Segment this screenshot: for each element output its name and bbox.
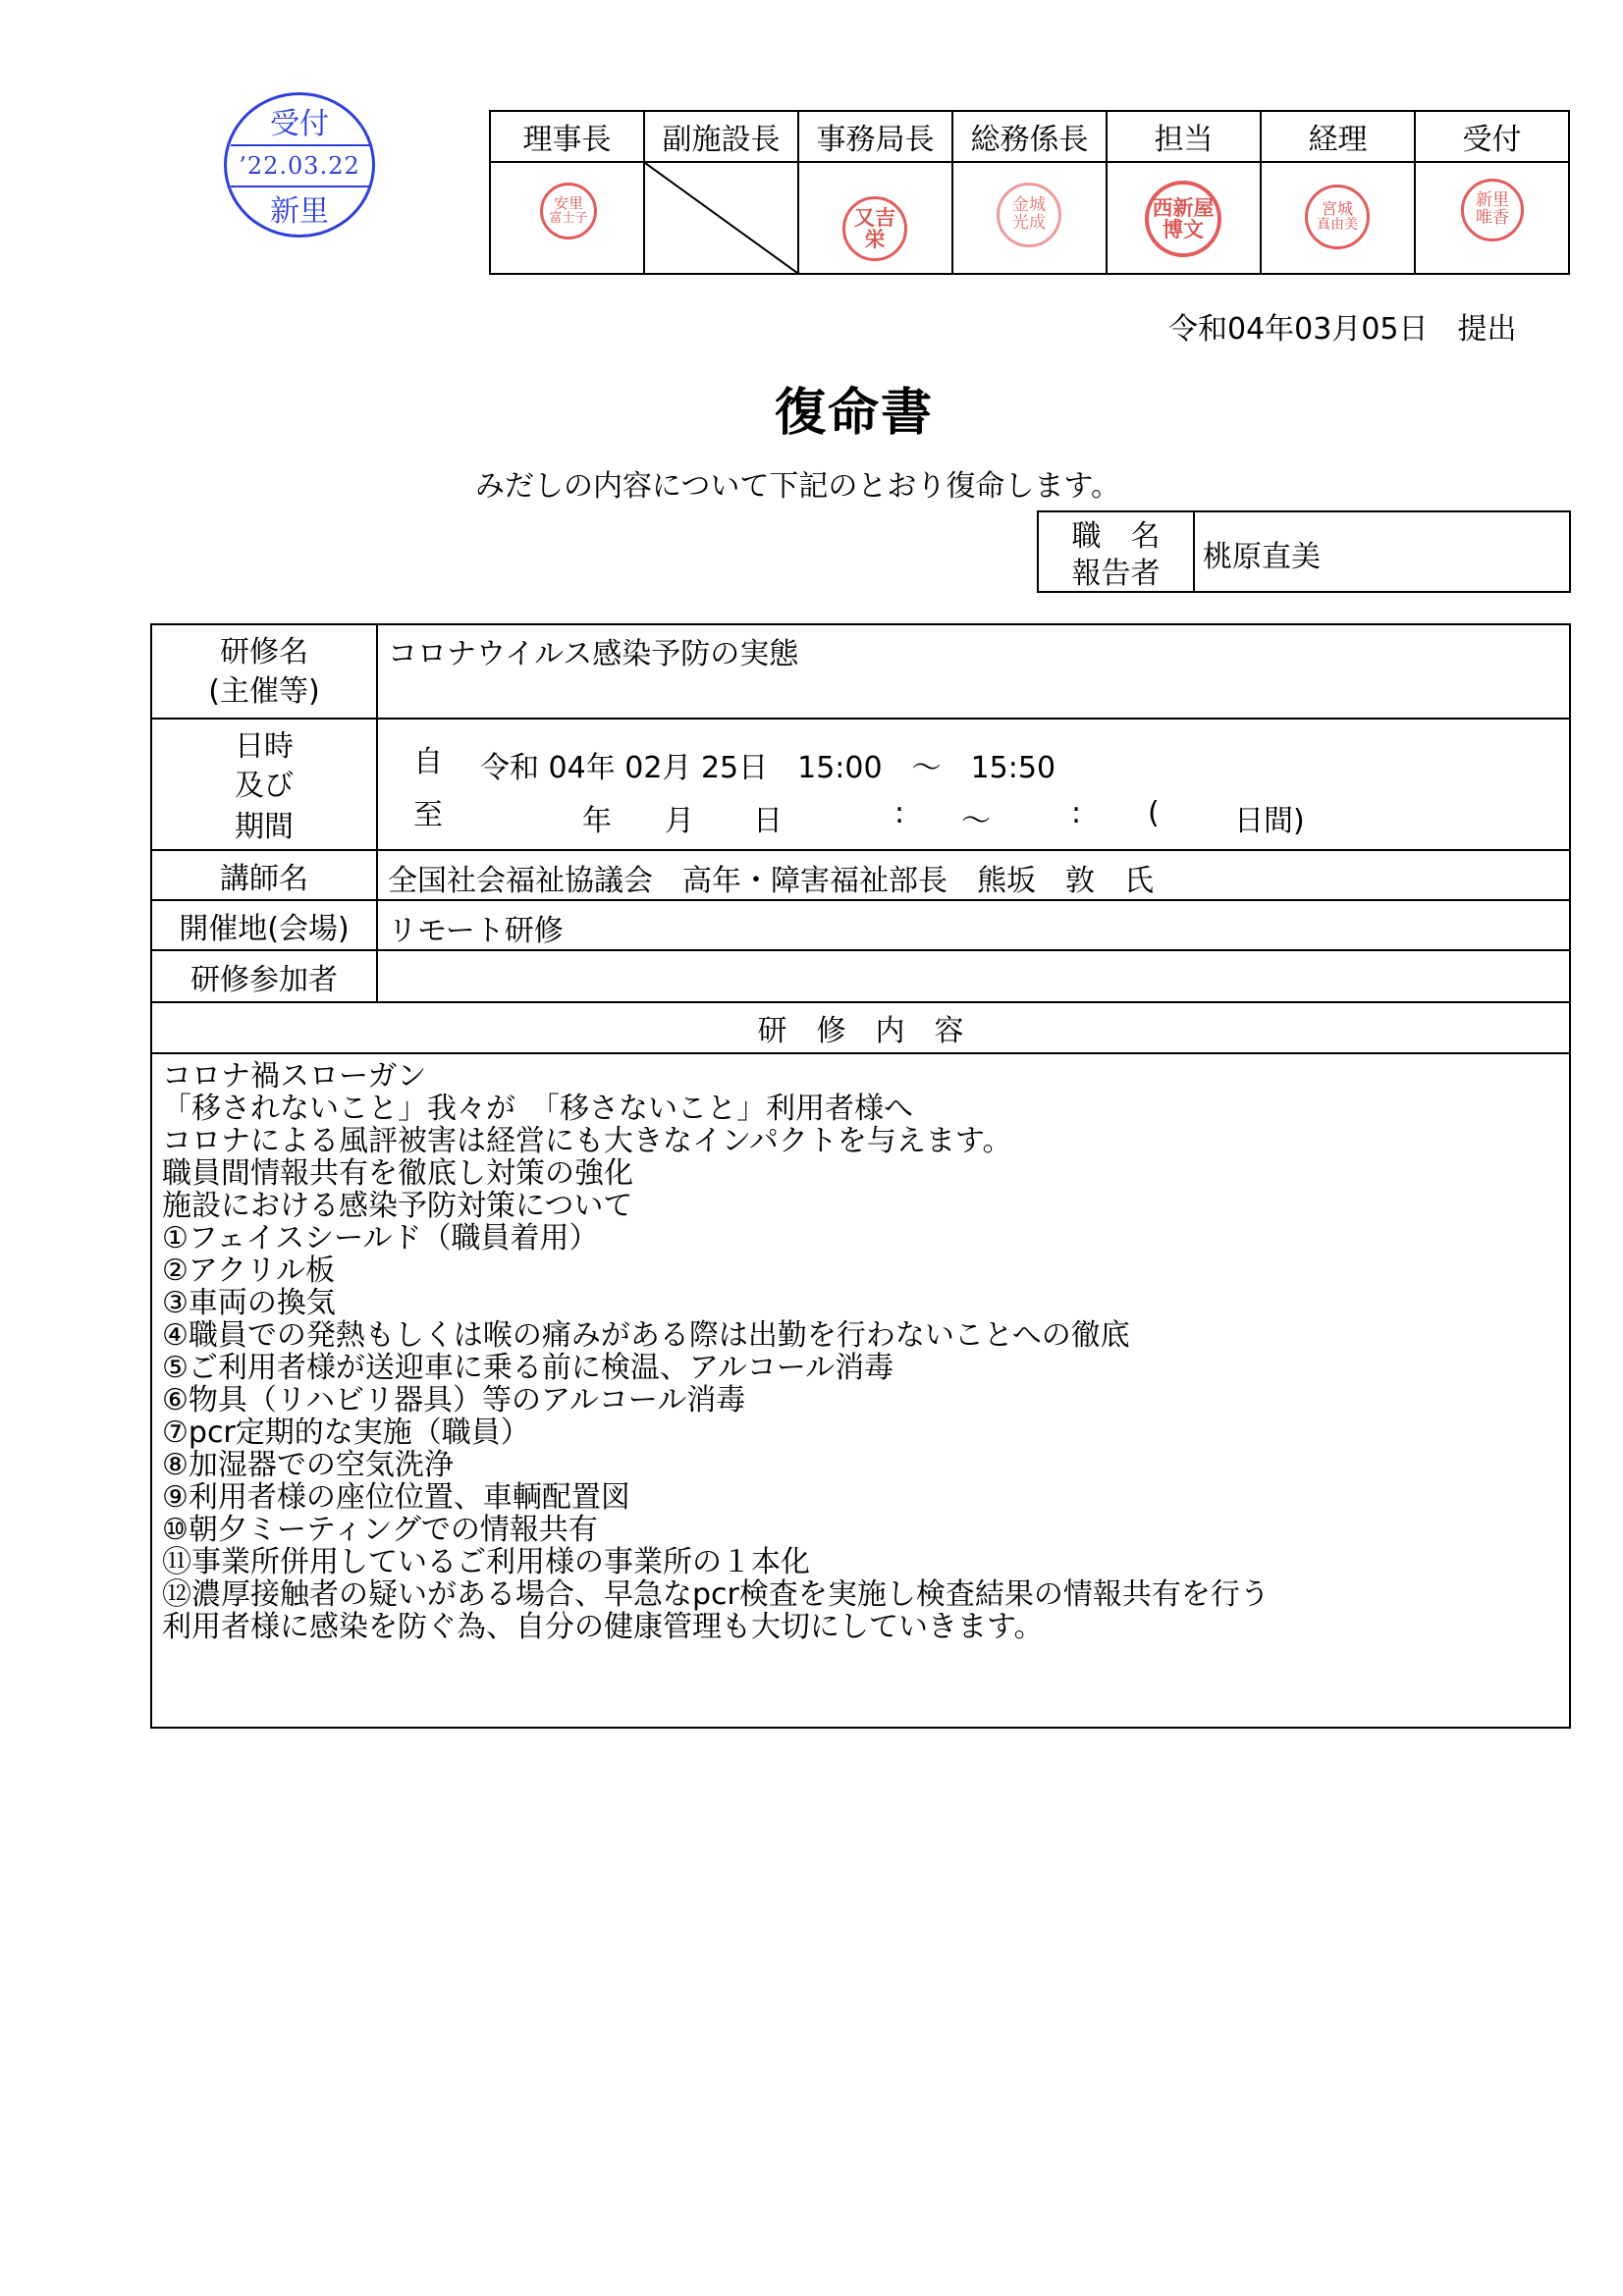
date-to-start-colon: : (894, 796, 905, 830)
content-line: ⑫濃厚接触者の疑いがある場合、早急なpcr検査を実施し検査結果の情報共有を行う (162, 1577, 1270, 1612)
seal-line: 博文 (1163, 217, 1204, 241)
hanko-seal (997, 183, 1061, 247)
subtitle: みだしの内容について下記のとおり復命します。 (475, 469, 1120, 504)
content-line: ⑪事業所併用しているご利用様の事業所の１本化 (162, 1545, 810, 1579)
date-to-year: 年 (582, 804, 612, 838)
date-to-open-paren: ( (1148, 796, 1160, 830)
content-line: ②アクリル板 (162, 1254, 335, 1288)
training-name-label-cell (150, 623, 378, 720)
seal-line: 栄 (864, 227, 886, 251)
date-to-marker: 至 (413, 798, 443, 832)
date-from-value: 令和 04年 02月 25日 15:00 ～ 15:50 (480, 751, 1056, 785)
approval-seal-cell-vice-director (643, 161, 799, 275)
training-organizer-label: (主催等) (208, 674, 320, 709)
approval-seal-cell-accounting (1260, 161, 1416, 275)
training-date-label-cell (150, 718, 378, 851)
approval-header-vice-director: 副施設長 (643, 110, 799, 163)
training-date-label-1: 日時 (235, 729, 294, 764)
training-name-value-cell (376, 623, 1571, 720)
approval-header-chairman: 理事長 (489, 110, 645, 163)
venue-value-cell (376, 899, 1571, 951)
hanko-seal (540, 183, 597, 240)
venue-value: リモート研修 (388, 914, 564, 948)
training-date-label-3: 期間 (235, 810, 294, 844)
training-name-value: コロナウイルス感染予防の実態 (388, 637, 799, 671)
receipt-stamp-bottom: 新里 (270, 194, 329, 229)
approval-seal-cell-chairman (489, 161, 645, 275)
seal-line: 安里 (553, 194, 583, 213)
hanko-seal (1305, 185, 1370, 249)
content-line: 職員間情報共有を徹底し対策の強化 (162, 1156, 633, 1191)
content-line: コロナ禍スローガン (162, 1059, 427, 1094)
training-date-value-cell (376, 718, 1571, 851)
participants-value-cell (376, 949, 1571, 1003)
approval-header-general-affairs: 総務係長 (951, 110, 1108, 163)
approval-seal-cell-staff (1106, 161, 1262, 275)
content-line: ⑦pcr定期的な実施（職員） (162, 1415, 530, 1450)
date-to-days: 日間) (1234, 804, 1305, 838)
content-header: 研 修 内 容 (150, 1001, 1571, 1054)
content-line: ④職員での発熱もしくは喉の痛みがある際は出勤を行わないことへの徹底 (162, 1318, 1130, 1353)
receipt-stamp-top: 受付 (270, 107, 329, 141)
page-title: 復命書 (774, 383, 934, 443)
content-line: コロナによる風評被害は経営にも大きなインパクトを与えます。 (162, 1124, 1012, 1158)
receipt-stamp (224, 92, 375, 238)
seal-line: 光成 (1012, 213, 1046, 233)
date-to-month: 月 (665, 804, 694, 838)
approval-header-accounting: 経理 (1260, 110, 1416, 163)
content-lines (162, 1060, 1270, 1643)
seal-line: 新里 (1476, 190, 1509, 211)
hanko-seal (1461, 179, 1524, 241)
seal-line: 金城 (1012, 195, 1046, 216)
training-date-label-2: 及び (235, 769, 294, 803)
seal-line: 真由美 (1317, 217, 1358, 234)
date-from-marker: 自 (413, 745, 443, 779)
seal-line: 西新屋 (1152, 194, 1215, 220)
content-line: ①フェイスシールド（職員着用） (162, 1221, 599, 1255)
content-line: ⑤ご利用者様が送迎車に乗る前に検温、アルコール消毒 (162, 1351, 894, 1385)
approval-seal-cell-general-affairs (951, 161, 1108, 275)
reporter-label-reporter: 報告者 (1071, 557, 1161, 591)
approval-header-reception: 受付 (1414, 110, 1570, 163)
hanko-seal (1145, 181, 1221, 257)
reporter-name-cell (1193, 510, 1571, 593)
content-line: ⑨利用者様の座位位置、車輌配置図 (162, 1480, 630, 1515)
diagonal-slash (645, 163, 797, 273)
lecturer-label: 講師名 (150, 849, 378, 901)
approval-seal-cell-reception (1414, 161, 1570, 275)
content-line: ⑧加湿器での空気洗浄 (162, 1448, 454, 1482)
reporter-label-cell (1037, 510, 1195, 593)
content-line: 施設における感染予防対策について (162, 1189, 633, 1223)
training-name-label: 研修名 (220, 635, 308, 669)
receipt-stamp-date: ’22.03.22 (239, 152, 360, 180)
date-to-day: 日 (753, 804, 783, 838)
date-to-end-colon: : (1071, 796, 1082, 830)
lecturer-value: 全国社会福祉協議会 高年・障害福祉部長 熊坂 敦 氏 (388, 864, 1154, 898)
submit-date: 令和04年03月05日 提出 (1168, 312, 1517, 347)
date-to-tilde: ～ (961, 804, 991, 838)
venue-label: 開催地(会場) (150, 899, 378, 951)
seal-line: 富士子 (549, 211, 588, 227)
content-line: 「移されないこと」我々が 「移さないこと」利用者様へ (162, 1092, 913, 1126)
reporter-name: 桃原直美 (1203, 540, 1321, 574)
lecturer-value-cell (376, 849, 1571, 901)
content-line: ③車両の換気 (162, 1286, 336, 1320)
content-line: ⑥物具（リハビリ器具）等のアルコール消毒 (162, 1383, 746, 1417)
approval-header-secretary-general: 事務局長 (797, 110, 953, 163)
seal-line: 又吉 (854, 204, 895, 230)
approval-header-staff: 担当 (1106, 110, 1262, 163)
content-line: ⑩朝夕ミーティングでの情報共有 (162, 1513, 598, 1547)
seal-line: 宮城 (1321, 199, 1353, 219)
content-line: 利用者様に感染を防ぐ為、自分の健康管理も大切にしていきます。 (162, 1610, 1044, 1644)
approval-table (489, 110, 1570, 275)
approval-seal-cell-secretary-general (797, 161, 953, 275)
hanko-seal (842, 196, 907, 261)
content-body (150, 1052, 1571, 1729)
seal-line: 唯香 (1476, 208, 1509, 228)
participants-label: 研修参加者 (150, 949, 378, 1003)
reporter-label-position: 職 名 (1071, 519, 1161, 554)
